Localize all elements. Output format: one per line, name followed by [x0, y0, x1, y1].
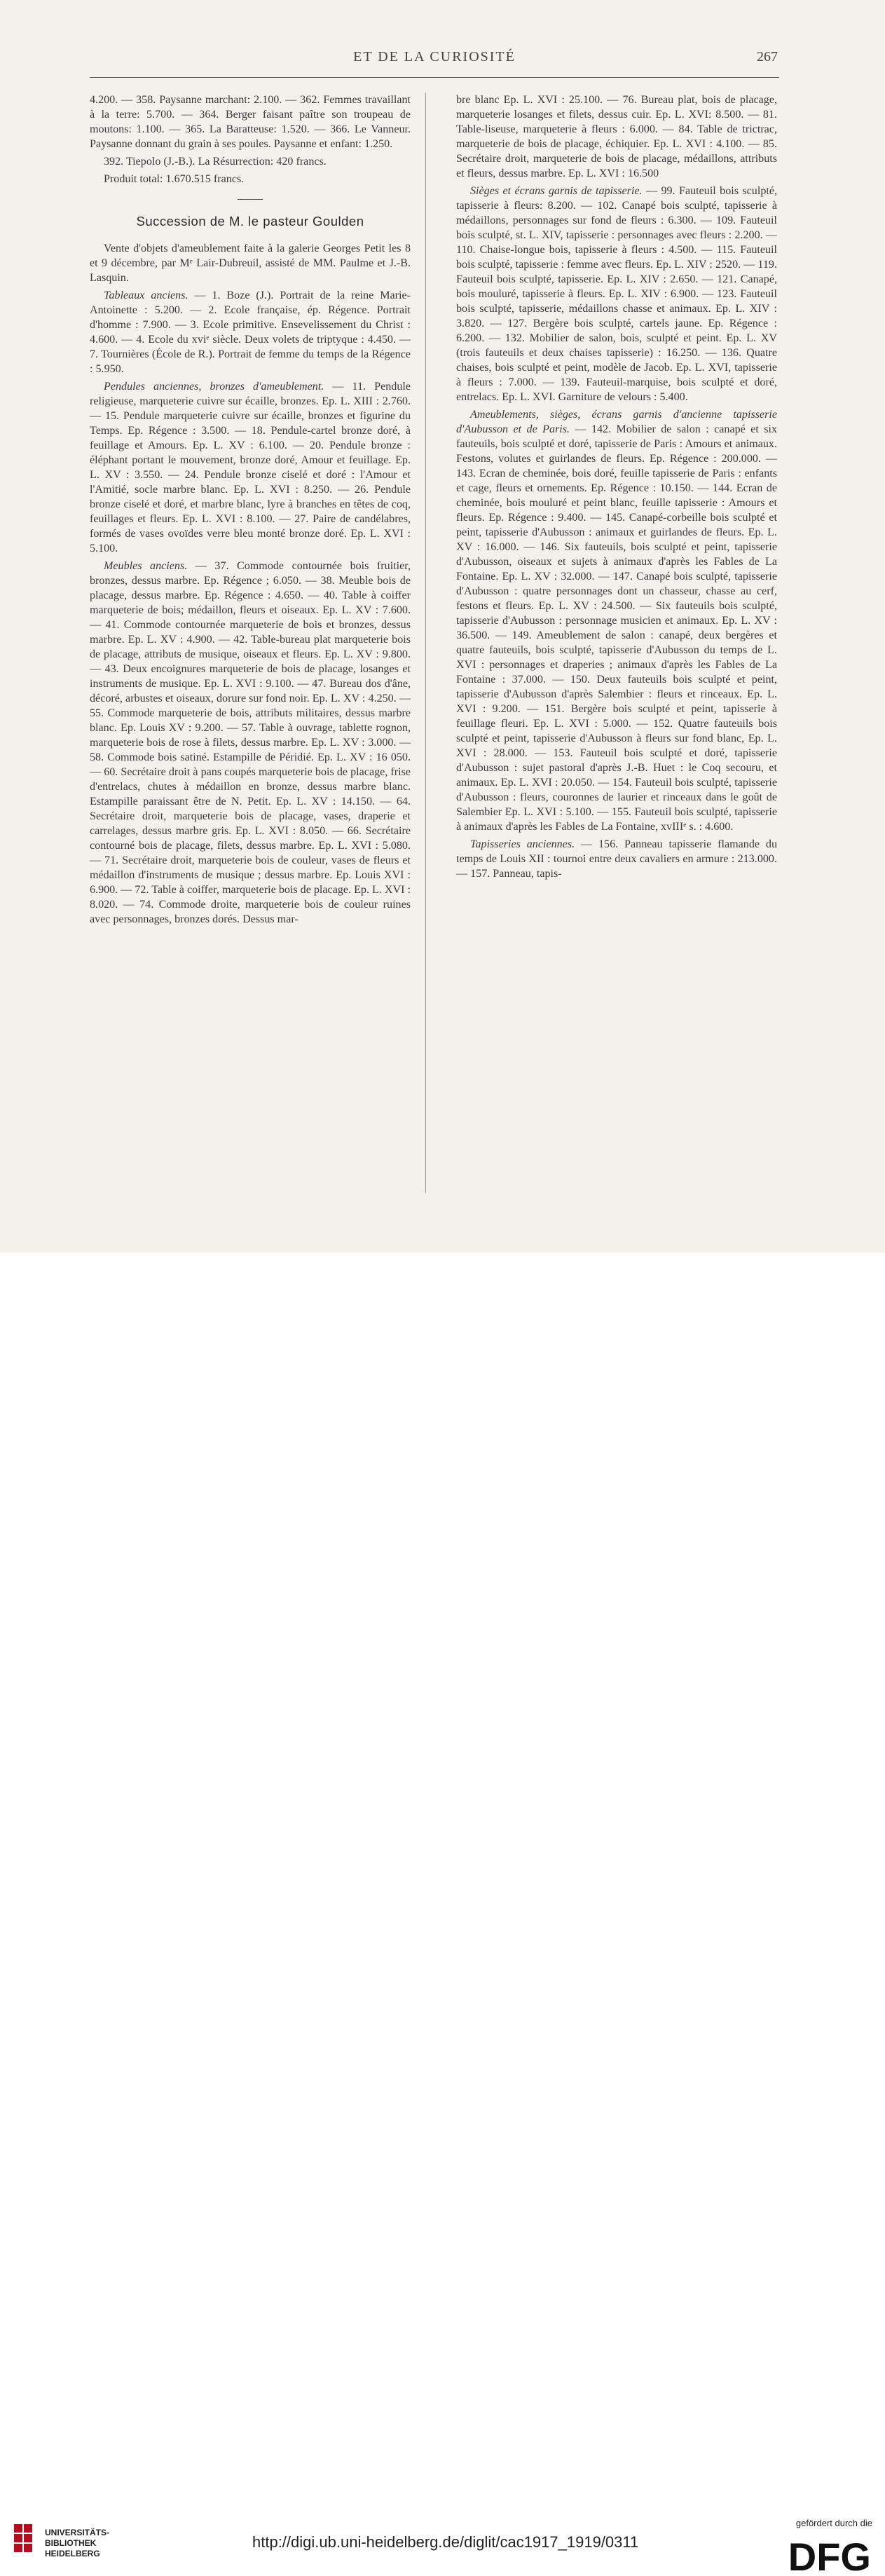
tapisseries-title: Tapisseries anciennes.	[470, 838, 575, 850]
sieges-title: Sièges et écrans garnis de tapisserie.	[470, 185, 643, 197]
right-column	[456, 93, 777, 884]
total-paragraph: Produit total: 1.670.515 francs.	[104, 173, 245, 185]
tableaux-paragraph	[90, 288, 411, 376]
running-header	[91, 49, 778, 70]
ameublements-title: Ameublements, sièges, écrans garnis d'ancienne tapisserie d'Aubusson et de Paris.	[456, 409, 777, 435]
dfg-logo-icon	[774, 2534, 872, 2576]
library-line-1: UNIVERSITÄTS-	[45, 2528, 110, 2537]
funded-by-label: gefördert durch die	[795, 2518, 872, 2528]
pendules-title: Pendules anciennes, bronzes d'ameublement.	[104, 381, 324, 393]
sale-results-paragraph: 4.200. — 358. Paysanne marchant: 2.100. — 362. Femmes travaillant à la terre: 5.700. — 364. Berger faisant paître son troupeau de moutons: 1.100. — 365. La Baratteuse: 1.520. — 366. Le Vanneur. Paysanne donnant du grain à ses poules. Paysanne et enfant: 1.250.	[90, 94, 411, 150]
ameublements-body: — 142. Mobilier de salon : canapé et six fauteuils, bois sculpté et doré, tapisserie de Paris : Amours et animaux. Festons, volutes et guirlandes de fleurs. Ep. Régence : 200.000. — 143. Ecran de cheminée, bois doré, feuille tapisserie de Paris : enfants et cage, fleurs et ornements. Ep. Régence : 10.150. — 144. Ecran de cheminée, bois mouluré et peint blanc, feuille tapisserie : Amours et fleurs. Ep. Régence : 9.400. — 145. Canapé-corbeille bois sculpté et peint, tapisserie d'Aubusson : animaux et guirlandes de fleurs. Ep. L. XV : 16.000. — 146. Six fauteuils, bois sculpté et peint, tapisserie d'Aubusson, oiseaux et sujets à animaux d'après les Fables de La Fontaine. Ep. L. XV : 32.000. — 147. Canapé bois sculpté, tapisserie d'Aubusson : quatre personnages dont un chasseur, chasse au cerf, festons et fleurs. Ep. L. XV : 24.500. — Six fauteuils bois sculpté, tapisserie d'Aubusson : personnage musicien et animaux. Ep. L. XV : 36.500. — 149. Ameublement de salon : canapé, deux bergères et quatre fauteuils, bois sculpté, tapisserie d'Aubusson du temps de L. XVI : personnages et draperies ; animaux d'après les Fables de La Fontaine : 37.000. — 150. Deux fauteuils bois sculpté et peint, tapisserie d'Aubusson d'après Salembier : fleurs et rinceaux. Ep. L. XVI : 9.200. — 151. Bergère bois sculpté et peint, tapisserie à feuillage fleuri. Ep. L. XVI : 5.000. — 152. Quatre fauteuils bois sculpté et peint, tapisserie d'Aubusson à fleurs sur fond blanc, Ep. L. XVI : 28.000. — 153. Fauteuil bois sculpté et doré, tapisserie d'Aubusson : sujet pastoral d'après J.-B. Huet : le Coq secouru, et animaux. Ep. L. XVI : 20.050. — 154. Fauteuil bois sculpté, tapisserie d'Aubusson : fleurs, couronnes de laurier et rinceaux dans le goût de Salembier Ep. L. XVI : 5.100. — 155. Fauteuil bois sculpté, tapisserie à animaux d'après les Fables de La Fontaine, xvIIIᵉ s. : 4.600.	[456, 423, 778, 833]
meubles-title: Meubles anciens.	[104, 560, 188, 572]
tapisseries-paragraph	[456, 837, 777, 881]
section-heading: Succession de M. le pasteur Goulden	[136, 214, 364, 229]
meubles-body: — 37. Commode contournée bois fruitier, bronzes, dessus marbre. Ep. Régence ; 6.050. — 38. Meuble bois de placage, dessus marbre. Ep. Régence : 4.650. — 40. Table à coiffer marqueterie de bois; médaillon, fleurs et oiseaux. Ep. L. XV : 7.600. — 41. Commode contournée marqueterie de bois et bronzes, dessus marbre. Ep. L. XV : 4.900. — 42. Table-bureau plat marqueterie bois de placage, attributs de musique, oiseaux et fleurs. Ep. L. XV : 9.800. — 43. Deux encoignures marqueterie de bois de placage, losanges et instruments de musique. Ep. L. XVI : 9.100. — 47. Bureau dos d'âne, décoré, arbustes et oiseaux, dorure sur fond noir. Ep. L. XV : 4.250. — 55. Commode marqueterie de bois, attributs militaires, dessus marbre blanc. Ep. Louis XV : 9.200. — 57. Table à ouvrage, tablette rognon, marqueterie bois de rose à filets, dessus marbre. Ep. L. XV : 3.000. — 58. Commode bois satiné. Estampille de Péridié. Ep. L. XV : 16 050. — 60. Secrétaire droit à pans coupés marqueterie bois de placage, frise d'entrelacs, chutes à médaillon en bronze, dessus marbre blanc. Estampille paraissant être de N. Petit. Ep. L. XV : 14.150. — 64. Secrétaire droit, marqueterie bois de placage, vases, draperie et carrelages, dessus marbre gris. Ep. L. XVI : 8.050. — 66. Secrétaire contourné bois de placage, filets, dessus marbre. Ep. L. XVI : 5.080. — 71. Secrétaire droit, marqueterie bois de couleur, vases de fleurs et médaillon d'instruments de musique ; dessus marbre. Ep. Louis XVI : 6.900. — 72. Table à coiffer, marqueterie bois de placage. Ep. L. XVI : 8.020. — 74. Commode droite, marqueterie bois de couleur ruines avec personnages, bronzes dorés. Dessus mar-	[90, 560, 411, 925]
sale-intro: Vente d'objets d'ameublement faite à la galerie Georges Petit les 8 et 9 décembre, par Mᵉ Lair-Dubreuil, assisté de MM. Paulme et J.-B. Lasquin.	[90, 243, 411, 284]
viewer-footer	[0, 1253, 885, 2576]
pendules-paragraph	[90, 379, 411, 556]
tableaux-body: — 1. Boze (J.). Portrait de la reine Marie-Antoinette : 5.200. — 2. Ecole française, ép. Régence. Portrait d'homme : 7.900. — 3. Ecole primitive. Ensevelissement du Christ : 4.600. — 4. Ecole du xviᵉ siècle. Deux volets de triptyque : 4.450. — 7. Tournières (École de R.). Portrait de femme du temps de la Régence : 5.950.	[90, 289, 411, 375]
continued-paragraph: bre blanc Ep. L. XVI : 25.100. — 76. Bureau plat, bois de placage, marqueterie losanges et filets, dessus cuir. Ep. L. XVI: 8.500. — 81. Table-liseuse, marqueterie à fleurs : 6.000. — 84. Table de trictrac, marqueterie de bois de placage, échiquier. Ep. L. XVI : 4.100. — 85. Secrétaire droit, marqueterie de bois de placage, médaillons, attributs et fleurs, dessus marbre. Ep. L. XVI : 16.500	[456, 94, 777, 179]
section-divider	[238, 199, 263, 200]
sieges-body: — 99. Fauteuil bois sculpté, tapisserie à fleurs: 8.200. — 102. Canapé bois sculpté, tapisserie à médaillons, personnages sur fond de fleurs : 6.300. — 109. Fauteuil bois sculpté, st. L. XIV, tapisserie : personnages avec fleurs : 2.200. — 110. Chaise-longue bois, tapisserie à fleurs : 4.500. — 115. Fauteuil bois sculpté, tapisserie : femme avec fleurs. Ep. L. XIV : 2520. — 119. Fauteuil bois sculpté, tapisserie. Ep. L. XIV : 2.650. — 121. Canapé, bois mouluré, tapisserie à fleurs. Ep. L. XIV : 6.900. — 123. Fauteuil bois sculpté, tapisserie, médaillons chasse et animaux. Ep. L. XIV : 3.820. — 127. Bergère bois sculpté, cartels jaune. Ep. Régence : 6.200. — 132. Mobilier de salon, bois, sculpté et peint. Ep. L. XV (trois fauteuils et deux chaises tapisserie) : 16.250. — 136. Quatre chaises, bois sculpté et peint, modèle de Jacob. Ep. L. XVI, tapisserie à fleurs : 7.000. — 139. Fauteuil-marquise, bois sculpté et doré, entrelacs. Ep. L. XVI. Garniture de velours : 5.400.	[456, 185, 778, 403]
ameublements-paragraph	[456, 407, 777, 834]
running-title: ET DE LA CURIOSITÉ	[353, 49, 516, 64]
library-name	[45, 2528, 109, 2559]
header-rule	[90, 77, 779, 78]
pendules-body: — 11. Pendule religieuse, marqueterie cuivre sur écaille, bronzes. Ep. L. XIII : 2.760. — 15. Pendule marqueterie cuivre sur écaille, bronzes et figurine du Temps. Ep. Régence : 3.500. — 18. Pendule-cartel bronze doré, à feuillage et Amours. Ep. L. XV : 6.100. — 20. Pendule bronze : éléphant portant le mouvement, bronze doré, Amour et feuillage. Ep. L. XV : 3.550. — 24. Pendule bronze ciselé et doré : l'Amour et l'Amitié, socle marbre blanc. Ep. L. XVI : 8.250. — 26. Pendule bronze ciselé et doré, et marbre blanc, lyre à branches en têtes de coq, feuillages et fleurs. Ep. L. XVI : 8.100. — 27. Paire de candélabres, formés de vases ovoïdes verre bleu monté bronze doré. Ep. L. XVI : 5.100.	[90, 381, 411, 554]
column-divider	[425, 93, 426, 1193]
tableaux-title: Tableaux anciens.	[104, 289, 188, 301]
library-line-3: HEIDELBERG	[45, 2549, 100, 2558]
tapisseries-body: — 156. Panneau tapisserie flamande du temps de Louis XII : tournoi entre deux cavaliers en armure : 213.000. — 157. Panneau, tapis-	[456, 838, 777, 880]
page-number: 267	[757, 49, 778, 64]
left-column	[90, 93, 411, 929]
sieges-paragraph	[456, 184, 777, 404]
meubles-paragraph	[90, 559, 411, 927]
tiepolo-paragraph: 392. Tiepolo (J.-B.). La Résurrection: 420 francs.	[104, 156, 327, 168]
scanned-page	[0, 0, 885, 1253]
dfg-logo-text: DFG	[788, 2535, 871, 2576]
permalink-url[interactable]: http://digi.ub.uni-heidelberg.de/diglit/cac1917_1919/0311	[252, 2533, 639, 2551]
library-line-2: BIBLIOTHEK	[45, 2538, 97, 2548]
